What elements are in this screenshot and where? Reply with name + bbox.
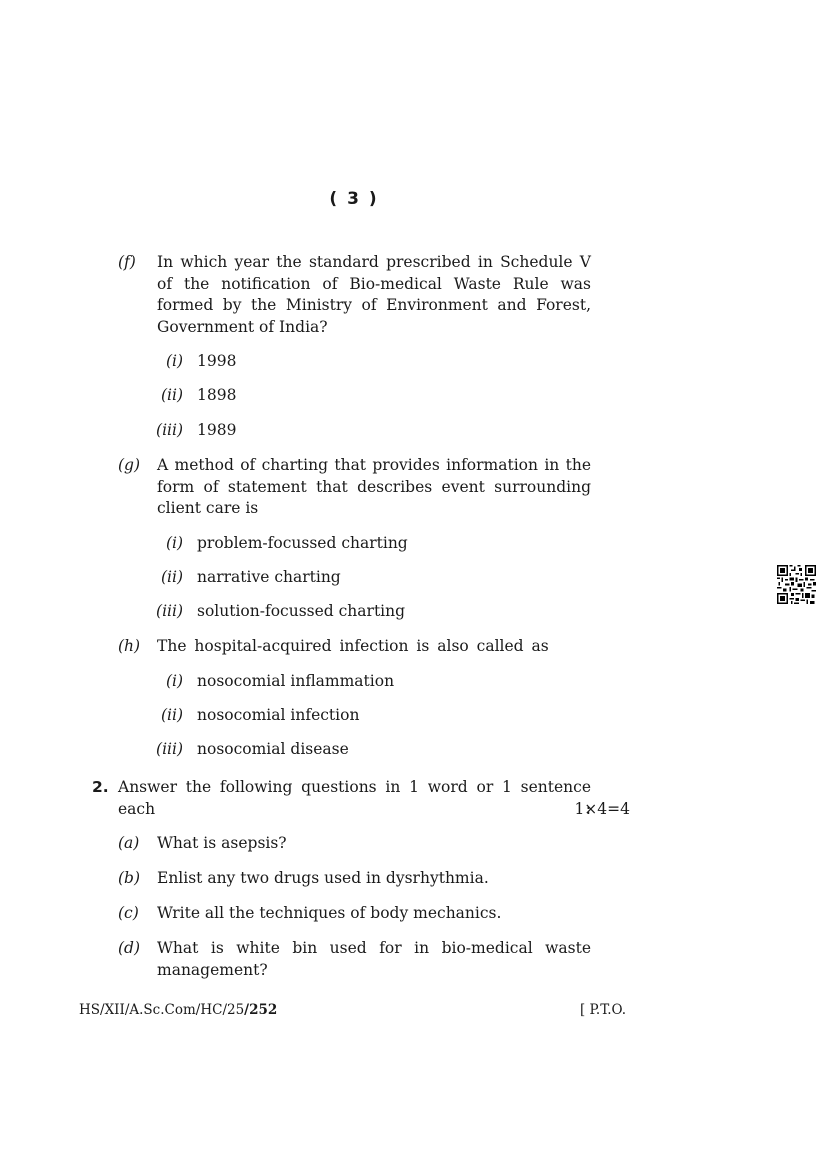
option-h-iii: [156, 739, 349, 761]
option-text: nosocomial inflammation: [197, 672, 395, 690]
question-text: Write all the techniques of body mechanics.: [157, 904, 502, 922]
page-number: ( 3 ): [329, 189, 379, 209]
question-text: A method of charting that provides information in the form of statement that describes event surrounding client care is: [157, 456, 591, 517]
question-2d: [118, 938, 591, 981]
pto-label: [ P.T.O.: [580, 1002, 627, 1018]
question-number: 2.: [92, 778, 109, 796]
option-f-ii: [160, 385, 237, 407]
question-2: [92, 777, 630, 820]
paper-code: [79, 1002, 277, 1018]
question-label: (h): [118, 637, 141, 655]
option-f-iii: [156, 420, 237, 442]
option-g-ii: [160, 567, 341, 589]
question-label: (g): [118, 456, 141, 474]
option-text: 1998: [197, 352, 237, 370]
question-label: (f): [118, 253, 136, 271]
option-g-i: [165, 533, 408, 555]
question-2c: [118, 903, 591, 925]
question-text: Enlist any two drugs used in dysrhythmia.: [157, 869, 489, 887]
option-g-iii: [156, 601, 406, 623]
option-label: (ii): [160, 386, 183, 404]
option-label: (iii): [156, 602, 183, 620]
question-2-instruction: Answer the following questions in 1 word or 1 sentence each :: [118, 778, 591, 818]
option-label: (ii): [160, 706, 183, 724]
question-text: In which year the standard prescribed in Schedule V of the notification of Bio-medical Waste Rule was formed by the Ministry of Environment and Forest, Government of India?: [157, 253, 591, 336]
option-label: (iii): [156, 740, 183, 758]
qr-code-icon: [777, 565, 816, 604]
option-text: solution-focussed charting: [197, 602, 406, 620]
option-label: (iii): [156, 421, 183, 439]
question-g: [118, 455, 591, 520]
paper-code-suffix: /252: [244, 1002, 278, 1018]
option-text: problem-focussed charting: [197, 534, 408, 552]
option-label: (ii): [160, 568, 183, 586]
question-label: (c): [118, 904, 139, 922]
question-h: [118, 636, 591, 658]
question-2b: [118, 868, 591, 890]
question-f: [118, 252, 591, 338]
option-text: 1898: [197, 386, 237, 404]
option-text: nosocomial infection: [197, 706, 360, 724]
option-label: (i): [165, 534, 183, 552]
option-f-i: [165, 351, 237, 373]
question-label: (b): [118, 869, 141, 887]
question-label: (d): [118, 939, 141, 957]
question-text: What is asepsis?: [157, 834, 287, 852]
option-h-i: [165, 671, 395, 693]
option-label: (i): [165, 352, 183, 370]
question-label: (a): [118, 834, 140, 852]
question-text: The hospital-acquired infection is also called as: [157, 637, 549, 655]
option-label: (i): [165, 672, 183, 690]
option-h-ii: [160, 705, 360, 727]
paper-code-prefix: HS/XII/A.Sc.Com/HC/25: [79, 1002, 245, 1018]
option-text: 1989: [197, 421, 237, 439]
question-text: What is white bin used for in bio-medical waste management?: [157, 939, 591, 979]
option-text: nosocomial disease: [197, 740, 349, 758]
question-2a: [118, 833, 591, 855]
option-text: narrative charting: [197, 568, 341, 586]
marks-allocation: 1×4=4: [574, 799, 630, 818]
